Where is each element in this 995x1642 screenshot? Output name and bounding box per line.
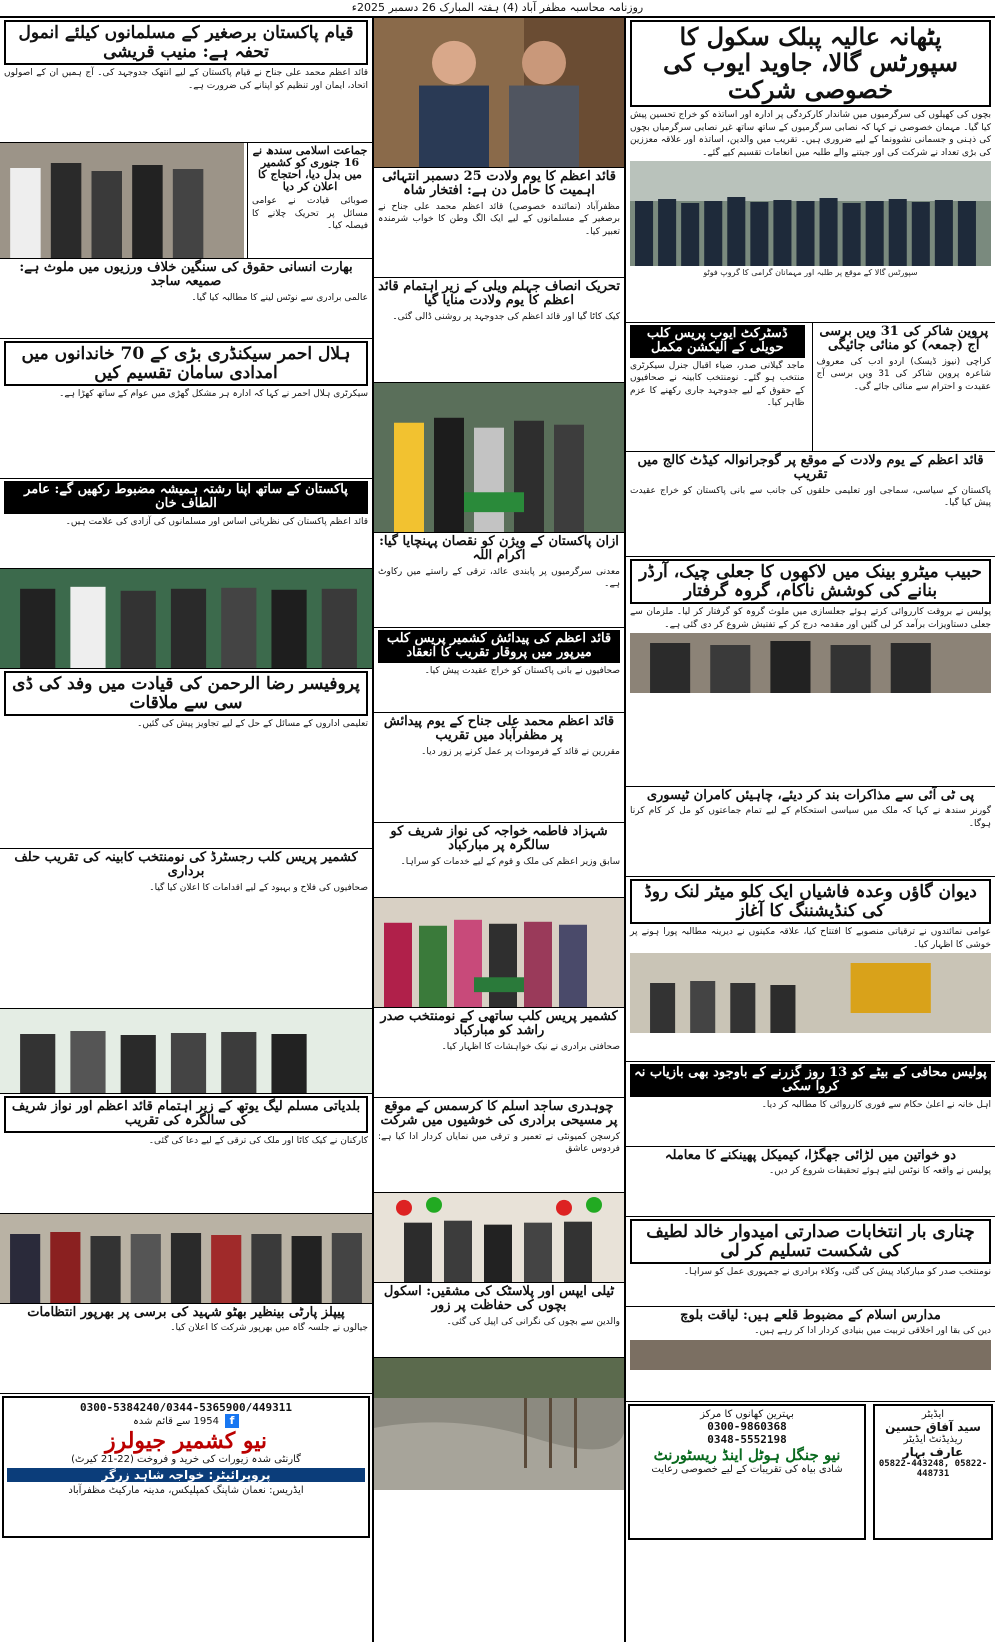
press-club-photo: [0, 1009, 372, 1094]
ads-row: [626, 1402, 995, 1542]
row-split: [0, 143, 372, 259]
editor-label: ایڈیٹر: [921, 1409, 945, 1420]
ad-address: ایڈریس: نعمان شاپنگ کمپلیکس، مدینہ مارکیٹ مظفرآباد: [68, 1485, 304, 1496]
article-body: عوامی نمائندوں نے ترقیاتی منصوبے کا افتتاح کیا، علاقہ مکینوں نے دیرینہ مطالبہ پورا ہونے پر خوشی کا اظہار کیا۔: [630, 927, 991, 950]
article-body: پولیس نے واقعہ کا نوٹس لیتے ہوئے تحقیقات شروع کر دیں۔: [768, 1166, 991, 1177]
ad-business-name: نیو جنگل ہوٹل اینڈ ریسٹورنٹ: [653, 1446, 841, 1464]
article-body: جیالوں نے جلسہ گاہ میں بھرپور شرکت کا اعلان کیا۔: [170, 1323, 368, 1334]
article-negotiations: [626, 787, 995, 877]
article-body: کیک کاٹا گیا اور قائد اعظم کی جدوجہد پر روشنی ڈالی گئی۔: [392, 311, 620, 322]
left-column: [0, 18, 372, 1540]
article-shahzad-fatima: [374, 823, 624, 898]
article-madaris: [626, 1307, 995, 1402]
river-photo: [374, 1358, 624, 1490]
article-jamaat-islami: [247, 143, 372, 258]
article-body: بچوں کی کھیلوں کی سرگرمیوں میں شاندار کارکردگی پر ادارہ اور اساتذہ کو خراج تحسین پیش کیا گیا۔ مہمان خصوصی نے کہا کہ نصابی سرگرمیوں کے ساتھ ساتھ غیر نصابی سرگرمیاں بچوں کی ذہنی و جسمانی نشوونما کے لیے ضروری ہیں۔ تقریب میں والدین، اساتذہ اور علاقہ معززین کی بڑی تعداد نے شرکت کی اور جیتنے والے طلبہ میں انعامات تقسیم کیے گئے۔: [630, 110, 991, 158]
article-body: صحافیوں کی فلاح و بہبود کے لیے اقدامات کا اعلان کیا گیا۔: [149, 882, 368, 893]
ad-kashmir-jewellers: [2, 1396, 370, 1538]
headline: پروین شاکر کی 31 ویں برسی آج (جمعہ) کو منائی جائیگی: [819, 324, 989, 354]
article-professor-delegation: [0, 669, 372, 849]
article-body: قائد اعظم محمد علی جناح نے قیام پاکستان کے لیے انتھک جدوجہد کی۔ آج ہمیں ان کے اصولوں اتحاد، ایمان اور تنظیم کو اپنانے کی ضرورت ہے۔: [4, 68, 368, 91]
group-photo: [0, 1214, 372, 1304]
article-body: قائد اعظم پاکستان کی نظریاتی اساس اور مسلمانوں کی آزادی کی علامت ہیں۔: [65, 516, 368, 527]
article-body: اہل خانہ نے اعلیٰ حکام سے فوری کارروائی کا مطالبہ کر دیا۔: [761, 1099, 991, 1110]
article-cadet-college: [626, 452, 995, 557]
article-press-club-oath: [0, 849, 372, 1009]
article-body: صحافتی برادری نے نیک خواہشات کا اظہار کیا۔: [441, 1041, 620, 1052]
headline: پٹھانہ عالیہ پبلک سکول کا سپورٹس گالا، جاوید ایوب کی خصوصی شرکت: [630, 20, 991, 107]
article-link-road: [626, 877, 995, 1062]
photo-caption: سپورٹس گالا کے موقع پر طلبہ اور مہمانان گرامی کا گروپ فوٹو: [703, 268, 918, 278]
ad-jungle-hotel: [628, 1404, 866, 1540]
headline: چناری بار انتخابات صدارتی امیدوار خالد لطیف کی شکست تسلیم کر لی: [630, 1219, 991, 1264]
article-body: سابق وزیر اعظم کی ملک و قوم کے لیے خدمات کو سراہا۔: [400, 856, 620, 867]
article-missing-son: [626, 1062, 995, 1147]
resident-editor-label: ریذیڈنٹ ایڈیٹر: [903, 1434, 963, 1445]
cake-photo: [374, 383, 624, 533]
article-human-rights: [0, 259, 372, 339]
ad-phone: 0348-5552198: [707, 1433, 787, 1446]
headline: پی ٹی آئی سے مذاکرات بند کر دیئے، چاہیئں کامران ٹیسوری: [646, 788, 975, 803]
headline: کشمیر پریس کلب ساتھی کے نومنتخب صدر راشد کو مبارکباد: [380, 1009, 618, 1039]
article-muneeb-qureshi: [0, 18, 372, 143]
headline: حبیب میٹرو بینک میں لاکھوں کا جعلی چیک، آرڈر بنانے کی کوشش ناکام، گروہ گرفتار: [630, 559, 991, 604]
article-body: سیکرٹری ہلال احمر نے کہا کہ ادارہ ہر مشکل گھڑی میں عوام کے ساتھ کھڑا ہے۔: [59, 389, 368, 400]
article-school-safety: [374, 1283, 624, 1358]
article-body: گورنر سندھ نے کہا کہ ملک میں سیاسی استحکام کے لیے تمام جماعتوں کو مل کر کام کرنا ہوگا۔: [630, 806, 991, 829]
article-bank-fraud: [626, 557, 995, 787]
article-hilal-ahmar: [0, 339, 372, 479]
right-column: [626, 18, 995, 1542]
headline: چوہدری ساجد اسلم کا کرسمس کے موقع پر مسیحی برادری کی خوشیوں میں شرکت: [380, 1099, 618, 1129]
ad-phone: 0300-9860368: [707, 1420, 787, 1433]
ad-phones: 0300-5384240/0344-5365900/449311: [80, 1401, 292, 1414]
ad-tagline: گارنٹی شدہ زیورات کی خرید و فروخت (22-21 کیرٹ): [71, 1454, 301, 1465]
road-photo: [630, 953, 991, 1033]
facebook-icon: f: [225, 1414, 239, 1428]
article-iftikhar-shah: [374, 168, 624, 278]
article-amir-altaf: [0, 479, 372, 569]
article-bar-elections: [626, 1217, 995, 1307]
ad-editorial-box: [873, 1404, 993, 1540]
headline: شہزاد فاطمہ خواجہ کی نواز شریف کو سالگرہ پر مبارکباد: [390, 824, 608, 854]
resident-editor-name: عارف بہار: [902, 1445, 964, 1459]
headline: پولیس محافی کے بیٹے کو 13 روز گزرنے کے باوجود بھی بازیاب نہ کروا سکی: [630, 1064, 991, 1097]
headline: جماعت اسلامی سندھ نے 16 جنوری کو کشمیر میں بدل دیا، احتجاج کا اعلان کر دیا: [252, 144, 368, 194]
ad-note: شادی بیاہ کی تقریبات کے لیے خصوصی رعایت: [651, 1464, 843, 1475]
article-body: صحافیوں نے بانی پاکستان کو خراج عقیدت پیش کیا۔: [424, 665, 620, 676]
headline: ازان پاکستان کے ویژن کو نقصان پہنچایا گیا: اکرام اللہ: [379, 534, 619, 564]
article-body: مقررین نے قائد کے فرمودات پر عمل کرنے پر زور دیا۔: [421, 746, 620, 757]
headline: قائد اعظم محمد علی جناح کے یوم پیدائش پر مظفرآباد میں تقریب: [383, 714, 615, 744]
article-body: معدنی سرگرمیوں پر پابندی عائد، ترقی کے راستے میں رکاوٹ ہے۔: [378, 566, 620, 590]
headline: ہلال احمر سیکنڈری بڑی کے 70 خاندانوں میں امدادی سامان تقسیم کیں: [4, 341, 368, 386]
headline: مدارس اسلام کے مضبوط قلعے ہیں: لیاقت بلوچ: [680, 1308, 941, 1323]
headline: قائد اعظم کا یوم ولادت 25 دسمبر انتہائی اہمیت کا حامل دن ہے: افتخار شاہ: [382, 169, 616, 199]
headline: پاکستان کے ساتھ اپنا رشتہ ہمیشہ مضبوط رکھیں گے: عامر الطاف خان: [4, 481, 368, 514]
article-pml-youth: [0, 1094, 372, 1214]
row-split: [626, 323, 995, 452]
article-ikramullah: [374, 533, 624, 628]
office-phones: 05822-443248, 05822-448731: [878, 1459, 988, 1479]
headline: ٹیلی ایپس اور پلاسٹک کی مشقیں: اسکول بچوں کی حفاظت پر زور: [383, 1284, 615, 1314]
christmas-photo: [374, 1193, 624, 1283]
headline: تحریک انصاف جہلم ویلی کے زیر اہتمام قائد اعظم کا یوم ولادت منایا گیا: [378, 279, 620, 309]
article-body: صوبائی قیادت نے عوامی مسائل پر تحریک چلانے کا فیصلہ کیا۔: [252, 196, 368, 232]
article-body: پاکستان کے سیاسی، سماجی اور تعلیمی حلقوں کی جانب سے بانی پاکستان کو خراج عقیدت پیش کیا گیا۔: [630, 485, 991, 509]
article-jinnah-birthday: [374, 713, 624, 823]
article-women-dispute: [626, 1147, 995, 1217]
article-body: تعلیمی اداروں کے مسائل کے حل کے لیے تجاویز پیش کی گئیں۔: [137, 719, 368, 730]
article-body: دین کی بقا اور اخلاقی تربیت میں بنیادی کردار ادا کر رہے ہیں۔: [754, 1326, 991, 1337]
headline: دیوان گاؤں وعدہ فاشیاں ایک کلو میٹر لنک روڈ کی کنڈیشننگ کا آغاز: [630, 879, 991, 924]
article-sports-gala: [626, 18, 995, 323]
article-body: کرسچن کمیونٹی نے تعمیر و ترقی میں نمایاں کردار ادا کیا ہے: فردوس عاشق: [378, 1131, 620, 1155]
group-photo: [630, 161, 991, 266]
editor-name: سید آفاق حسین: [885, 1420, 981, 1434]
lead-photo: [374, 18, 624, 168]
article-press-club-saathi: [374, 1008, 624, 1098]
ad-established: 1954 سے قائم شدہ: [133, 1415, 219, 1427]
article-body: عالمی برادری سے نوٹس لینے کا مطالبہ کیا گیا۔: [191, 292, 368, 303]
headline: قیام پاکستان برصغیر کے مسلمانوں کیلئے انمول تحفہ ہے: منیب قریشی: [4, 20, 368, 65]
headline: بھارت انسانی حقوق کی سنگین خلاف ورزیوں میں ملوث ہے: صمیعہ ساجد: [19, 260, 353, 290]
headline: دو خواتین میں لڑائی جھگڑا، کیمیکل پھینکنے کا معاملہ: [664, 1148, 957, 1163]
article-body: پولیس نے بروقت کارروائی کرتے ہوئے جعلسازی میں ملوث گروہ کو گرفتار کر لیا۔ ملزمان سے جعلی دستاویزات برآمد کر لی گئیں اور مقدمہ درج کر کے تفتیش شروع کر دی گئی ہے۔: [630, 607, 991, 630]
ad-business-name: نیو کشمیر جیولرز: [104, 1428, 268, 1454]
article-christmas: [374, 1098, 624, 1193]
headline: قائد اعظم کی پیدائش کشمیر پریس کلب میرپور میں پروقار تقریب کا انعقاد: [378, 630, 620, 663]
ad-title: بہترین کھانوں کا مرکز: [700, 1409, 794, 1420]
article-body: والدین سے بچوں کی نگرانی کی اپیل کی گئی۔: [446, 1316, 620, 1327]
headline: بلدیاتی مسلم لیگ یوتھ کے زیر اہتمام قائد اعظم اور نواز شریف کی سالگرہ کی تقریب: [4, 1096, 368, 1133]
article-body: ماجد گیلانی صدر، ضیاء اقبال جنرل سیکرٹری منتخب ہو گئے۔ نومنتخب کابینہ نے صحافیوں کے حقوق کے لیے جدوجہد جاری رکھنے کا عزم ظاہر کیا۔: [630, 360, 805, 409]
news-photo: [630, 1340, 991, 1370]
headline: ڈسٹرکٹ ایوب پریس کلب حویلی کے الیکشن مکمل: [630, 325, 805, 358]
article-body: کارکنان نے کیک کاٹا اور ملک کی ترقی کے لیے دعا کی گئی۔: [148, 1135, 368, 1146]
women-cake-photo: [374, 898, 624, 1008]
dateline: روزنامہ محاسبہ مظفر آباد (4) ہفتہ المبارک 26 دسمبر 2025ء: [0, 0, 995, 18]
headline: کشمیر پریس کلب رجسٹرڈ کی نومنتخب کابینہ کی تقریب حلف برداری: [14, 850, 358, 880]
article-pti-jhelum: [374, 278, 624, 383]
article-body: مظفرآباد (نمائندہ خصوصی) قائد اعظم محمد علی جناح نے برصغیر کے مسلمانوں کے لیے ایک الگ وطن کا خواب شرمندہ تعبیر کیا۔: [378, 201, 620, 237]
headline: پروفیسر رضا الرحمن کی قیادت میں وفد کی ڈی سی سے ملاقات: [4, 671, 368, 716]
article-body: کراچی (نیوز ڈیسک) اردو ادب کی معروف شاعرہ پروین شاکر کی 31 ویں برسی آج عقیدت و احترام سے منائی جائے گی۔: [816, 356, 991, 392]
cake-cutting-photo: [0, 569, 372, 669]
headline: پیپلز پارٹی بینظیر بھٹو شہید کی برسی پر بھرپور انتظامات: [27, 1305, 345, 1320]
ad-owner: پروپرائیٹر: خواجہ شاہد زرگر: [7, 1468, 365, 1482]
article-press-club-election: [626, 323, 809, 451]
article-parveen-shakir: [812, 323, 995, 451]
news-photo: [630, 633, 991, 693]
article-body: نومنتخب صدر کو مبارکباد پیش کی گئی، وکلاء برادری نے جمہوری عمل کو سراہا۔: [683, 1267, 991, 1278]
article-ppp: [0, 1304, 372, 1394]
news-photo: [0, 143, 244, 258]
headline: قائد اعظم کے یوم ولادت کے موقع پر گوجرانوالہ کیڈٹ کالج میں تقریب: [637, 453, 984, 483]
middle-column: [374, 18, 624, 1490]
article-press-club-mirpur: [374, 628, 624, 713]
